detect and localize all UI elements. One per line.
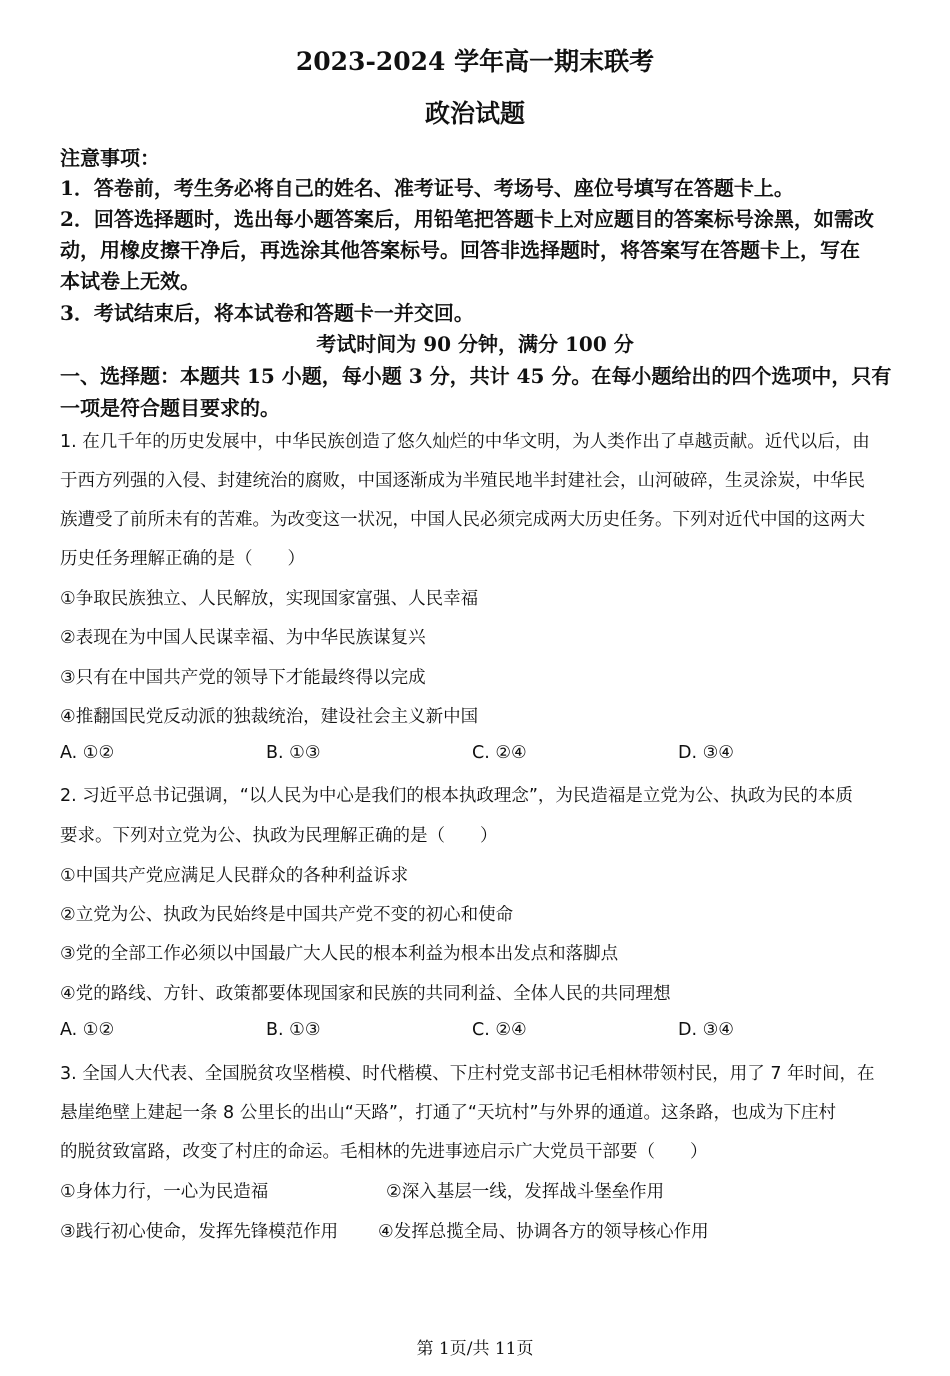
notice-line: 动，用橡皮擦干净后，再选涂其他答案标号。回答非选择题时，将答案写在答题卡上，写在: [60, 238, 860, 262]
q1-option-d: D. ③④: [678, 743, 734, 763]
q3-statement: ②深入基层一线，发挥战斗堡垒作用: [386, 1182, 665, 1202]
notice-heading: 注意事项：: [60, 146, 160, 170]
q1-option-c: C. ②④: [472, 743, 527, 763]
q2-statement: ①中国共产党应满足人民群众的各种利益诉求: [60, 866, 409, 886]
exam-title: 2023-2024 学年高一期末联考: [295, 47, 655, 76]
q2-option-d: D. ③④: [678, 1020, 734, 1040]
exam-time-info: 考试时间为 90 分钟，满分 100 分: [316, 332, 634, 356]
notice-line: 3．考试结束后，将本试卷和答题卡一并交回。: [60, 301, 474, 325]
q1-stem-line: 历史任务理解正确的是（ ）: [60, 549, 305, 569]
q2-option-b: B. ①③: [266, 1020, 321, 1040]
q3-stem-line: 3. 全国人大代表、全国脱贫攻坚楷模、时代楷模、下庄村党支部书记毛相林带领村民，用了 7 年时间，在: [60, 1064, 875, 1084]
q1-option-a: A. ①②: [60, 743, 115, 763]
q3-stem-line: 的脱贫致富路，改变了村庄的命运。毛相林的先进事迹启示广大党员干部要（ ）: [60, 1142, 708, 1162]
q1-statement: ①争取民族独立、人民解放，实现国家富强、人民幸福: [60, 589, 479, 609]
q2-statement: ③党的全部工作必须以中国最广大人民的根本利益为根本出发点和落脚点: [60, 944, 619, 964]
q1-statement: ④推翻国民党反动派的独裁统治，建设社会主义新中国: [60, 707, 479, 727]
q1-stem-line: 1. 在几千年的历史发展中，中华民族创造了悠久灿烂的中华文明，为人类作出了卓越贡献。近代以后，由: [60, 432, 870, 452]
q3-statement: ①身体力行，一心为民造福: [60, 1182, 269, 1202]
notice-line: 1．答卷前，考生务必将自己的姓名、准考证号、考场号、座位号填写在答题卡上。: [60, 176, 794, 200]
q3-stem-line: 悬崖绝壁上建起一条 8 公里长的出山“天路”，打通了“天坑村”与外界的通道。这条路，也成为下庄村: [60, 1103, 837, 1123]
section-heading: 一项是符合题目要求的。: [60, 396, 280, 420]
notice-line: 本试卷上无效。: [60, 269, 200, 293]
q2-stem-line: 要求。下列对立党为公、执政为民理解正确的是（ ）: [60, 826, 498, 846]
q1-statement: ②表现在为中国人民谋幸福、为中华民族谋复兴: [60, 628, 426, 648]
q2-option-a: A. ①②: [60, 1020, 115, 1040]
q2-stem-line: 2. 习近平总书记强调，“以人民为中心是我们的根本执政理念”，为民造福是立党为公、执政为民的本质: [60, 786, 853, 806]
q1-statement: ③只有在中国共产党的领导下才能最终得以完成: [60, 668, 426, 688]
section-heading: 一、选择题：本题共 15 小题，每小题 3 分，共计 45 分。在每小题给出的四个选项中，只有: [60, 364, 892, 388]
q3-statement: ③践行初心使命，发挥先锋模范作用: [60, 1222, 339, 1242]
q1-stem-line: 于西方列强的入侵、封建统治的腐败，中国逐渐成为半殖民地半封建社会，山河破碎，生灵涂炭，中华民: [60, 471, 865, 491]
q2-statement: ②立党为公、执政为民始终是中国共产党不变的初心和使命: [60, 905, 514, 925]
q3-statement: ④发挥总揽全局、协调各方的领导核心作用: [378, 1222, 709, 1242]
q2-statement: ④党的路线、方针、政策都要体现国家和民族的共同利益、全体人民的共同理想: [60, 984, 671, 1004]
q1-stem-line: 族遭受了前所未有的苦难。为改变这一状况，中国人民必须完成两大历史任务。下列对近代中国的这两大: [60, 510, 865, 530]
q2-option-c: C. ②④: [472, 1020, 527, 1040]
notice-line: 2．回答选择题时，选出每小题答案后，用铅笔把答题卡上对应题目的答案标号涂黑，如需改: [60, 207, 874, 231]
exam-subject-title: 政治试题: [424, 99, 525, 128]
q1-option-b: B. ①③: [266, 743, 321, 763]
page-number: 第 1页/共 11页: [416, 1339, 534, 1359]
